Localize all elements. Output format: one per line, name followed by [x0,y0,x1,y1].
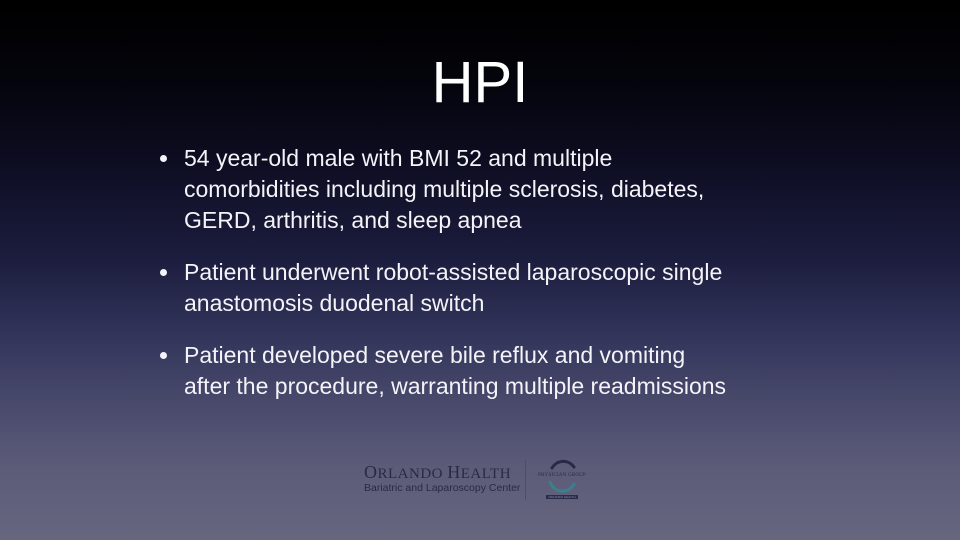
orlando-health-wordmark [364,462,511,483]
bullet-item [160,340,820,402]
bullet-text-line: Patient developed severe bile reflux and vomiting [184,342,686,368]
slide-title: HPI [431,50,529,115]
bullet-text-line: anastomosis duodenal switch [184,290,485,316]
bullet-dot-icon [160,269,167,276]
bullet-text-line: comorbidities including multiple sclerosis, diabetes, [184,176,705,202]
bullet-text-line: after the procedure, warranting multiple readmissions [184,373,727,399]
bullet-dot-icon [160,155,167,162]
physician-group-bar: ORLANDO HEALTH [546,495,578,499]
physician-group-logo [534,458,590,504]
wordmark-initial: O [364,462,378,482]
bullet-text-line: Patient underwent robot-assisted laparoscopic single [184,259,723,285]
bullet-item [160,143,820,236]
bullet-text-line: 54 year-old male with BMI 52 and multiple [184,145,613,171]
bullet-item [160,257,820,319]
bullet-dot-icon [160,352,167,359]
wordmark-text: RLANDO [377,466,448,482]
center-name: Bariatric and Laparoscopy Center [364,482,521,494]
bullet-list [160,143,820,423]
logo-divider [525,460,526,500]
bullet-text-line: GERD, arthritis, and sleep apnea [184,207,522,233]
wordmark-text: EALTH [460,466,512,482]
physician-group-label: PHYSICIAN GROUP [538,473,586,478]
wordmark-initial: H [447,462,461,482]
footer-logo [362,458,602,504]
